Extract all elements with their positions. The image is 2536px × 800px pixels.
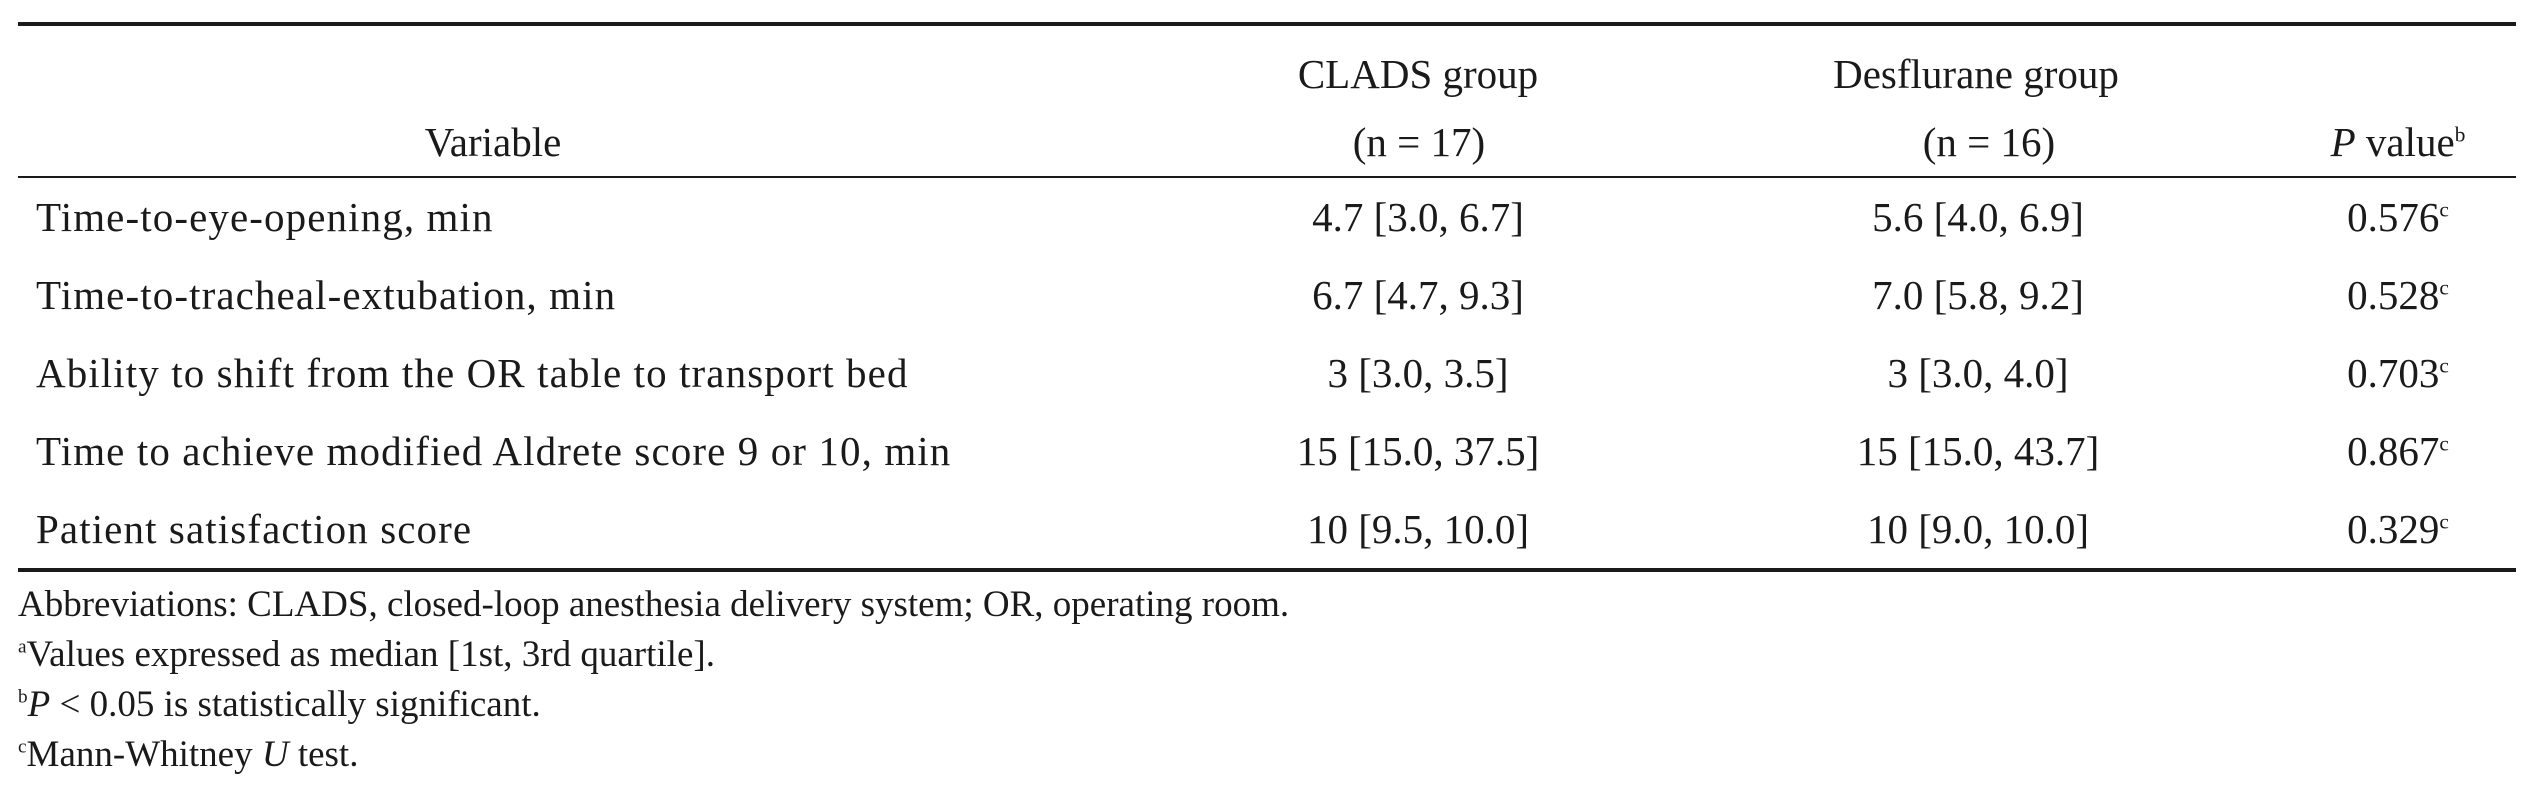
- footnote-b-italic: P: [27, 684, 51, 725]
- footnote-c-italic: U: [261, 734, 289, 775]
- cell-variable: Time-to-tracheal-extubation, min: [36, 272, 617, 318]
- p-value-sup: c: [2439, 353, 2449, 378]
- footnote-c: [18, 730, 1289, 780]
- p-value-sup: c: [2439, 275, 2449, 300]
- footnote-a: [18, 630, 1289, 680]
- cell-p-value: [2318, 193, 2478, 241]
- table-bottom-rule: [18, 568, 2516, 572]
- table-footnotes: [18, 580, 1289, 780]
- cell-clads: 6.7 [4.7, 9.3]: [1312, 272, 1524, 318]
- p-value-number: 0.329: [2347, 506, 2440, 552]
- header-variable: Variable: [424, 119, 562, 165]
- cell-desflurane: 10 [9.0, 10.0]: [1866, 506, 2090, 552]
- cell-clads: 3 [3.0, 3.5]: [1327, 350, 1509, 396]
- table-body: [18, 178, 2516, 568]
- cell-p-value: [2318, 349, 2478, 397]
- table-header: [18, 26, 2516, 176]
- table-row: [18, 256, 2516, 334]
- table-row: [18, 178, 2516, 256]
- p-value-sup: c: [2439, 509, 2449, 534]
- cell-desflurane: 7.0 [5.8, 9.2]: [1872, 272, 2084, 318]
- table-row: [18, 334, 2516, 412]
- cell-variable: Ability to shift from the OR table to transport bed: [36, 350, 909, 396]
- header-p-italic: P: [2330, 119, 2356, 165]
- header-desflurane-n: (n = 16): [1922, 119, 2056, 165]
- footnote-b: [18, 680, 1289, 730]
- cell-desflurane: 5.6 [4.0, 6.9]: [1872, 194, 2084, 240]
- header-clads-n: (n = 17): [1352, 119, 1486, 165]
- footnote-c-text-2: test.: [288, 734, 359, 775]
- results-table: [18, 22, 2516, 572]
- p-value-number: 0.576: [2347, 194, 2440, 240]
- p-value-sup: c: [2439, 197, 2449, 222]
- cell-clads: 10 [9.5, 10.0]: [1306, 506, 1530, 552]
- p-value-sup: c: [2439, 431, 2449, 456]
- p-value-number: 0.703: [2347, 350, 2440, 396]
- header-clads-group: [1298, 40, 1538, 176]
- header-p-sup: b: [2454, 122, 2466, 147]
- header-p-value: [2331, 108, 2466, 176]
- header-desflurane-group: [1833, 40, 2119, 176]
- footnote-a-mark: a: [18, 636, 27, 658]
- header-p-rest: value: [2355, 119, 2455, 165]
- cell-variable: Patient satisfaction score: [36, 506, 473, 552]
- p-value-number: 0.867: [2347, 428, 2440, 474]
- footnote-c-mark: c: [18, 736, 27, 758]
- header-desflurane-name: Desflurane group: [1833, 51, 2119, 97]
- footnote-b-mark: b: [18, 686, 28, 708]
- cell-variable: Time to achieve modified Aldrete score 9 or 10, min: [36, 428, 952, 474]
- footnote-b-text: < 0.05 is statistically significant.: [50, 684, 541, 725]
- cell-desflurane: 15 [15.0, 43.7]: [1856, 428, 2100, 474]
- table-row: [18, 412, 2516, 490]
- footnote-abbreviations: Abbreviations: CLADS, closed-loop anesthesia delivery system; OR, operating room.: [18, 584, 1290, 625]
- cell-clads: 15 [15.0, 37.5]: [1296, 428, 1540, 474]
- cell-p-value: [2318, 427, 2478, 475]
- table-row: [18, 490, 2516, 568]
- cell-clads: 4.7 [3.0, 6.7]: [1312, 194, 1524, 240]
- cell-desflurane: 3 [3.0, 4.0]: [1887, 350, 2069, 396]
- cell-p-value: [2318, 505, 2478, 553]
- footnote-c-text-1: Mann-Whitney: [26, 734, 262, 775]
- cell-p-value: [2318, 271, 2478, 319]
- cell-variable: Time-to-eye-opening, min: [36, 194, 494, 240]
- footnote-a-text: Values expressed as median [1st, 3rd quartile].: [26, 634, 715, 675]
- p-value-number: 0.528: [2347, 272, 2440, 318]
- header-clads-name: CLADS group: [1297, 51, 1539, 97]
